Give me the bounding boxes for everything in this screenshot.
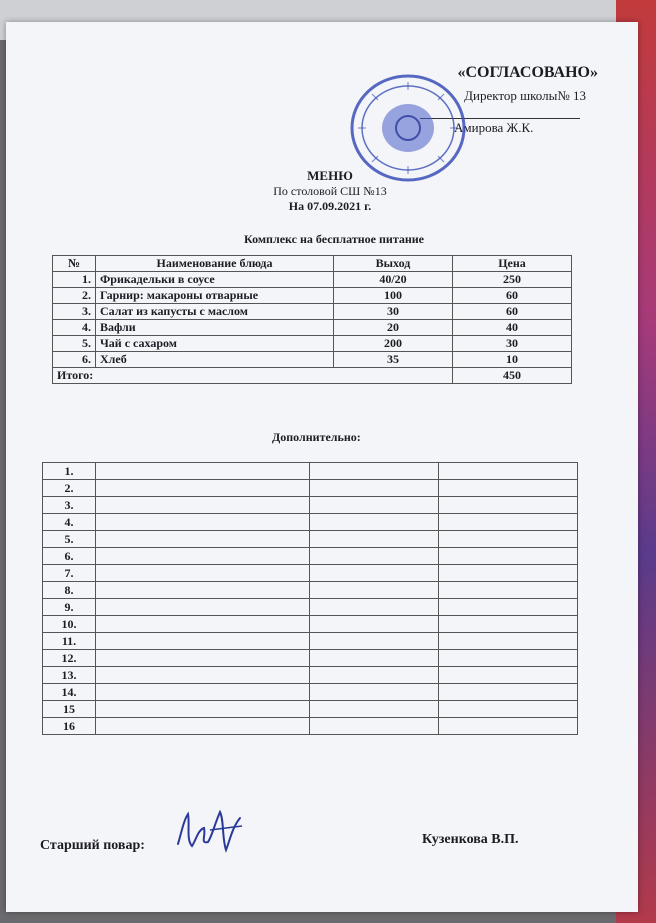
extra-row-cell: [96, 582, 310, 599]
header-price: Цена: [453, 256, 572, 272]
row-yield: 40/20: [334, 272, 453, 288]
extra-row-cell: [96, 633, 310, 650]
table-row: [53, 304, 572, 320]
extra-row-cell: [439, 616, 578, 633]
extra-row-cell: [310, 480, 439, 497]
extra-row-cell: [310, 531, 439, 548]
cook-label: Старший повар:: [40, 838, 145, 853]
extra-row-cell: [310, 718, 439, 735]
extra-row-cell: [310, 565, 439, 582]
row-num: 1.: [53, 272, 96, 288]
extra-row-cell: [96, 650, 310, 667]
cook-signature: [170, 800, 250, 860]
table-row: [53, 320, 572, 336]
extra-row-cell: [439, 497, 578, 514]
table-row: [53, 352, 572, 368]
header-num: №: [53, 256, 96, 272]
extra-row-num: 1.: [43, 463, 96, 480]
extra-row-num: 7.: [43, 565, 96, 582]
extra-row-cell: [96, 667, 310, 684]
extra-row-cell: [96, 599, 310, 616]
row-name: Гарнир: макароны отварные: [96, 288, 334, 304]
extra-row-cell: [439, 548, 578, 565]
table-row: [53, 272, 572, 288]
row-num: 6.: [53, 352, 96, 368]
extra-row: [43, 548, 578, 565]
extra-row-cell: [439, 667, 578, 684]
extra-row-cell: [96, 463, 310, 480]
extra-row: [43, 701, 578, 718]
extra-row: [43, 599, 578, 616]
extra-row-cell: [310, 701, 439, 718]
extra-row-num: 14.: [43, 684, 96, 701]
extra-row-cell: [310, 497, 439, 514]
extra-row: [43, 514, 578, 531]
extra-row-cell: [439, 565, 578, 582]
extra-row-cell: [96, 548, 310, 565]
row-yield: 100: [334, 288, 453, 304]
extra-row-num: 4.: [43, 514, 96, 531]
row-num: 4.: [53, 320, 96, 336]
complex-title: Комплекс на бесплатное питание: [244, 232, 425, 246]
extra-row-num: 16: [43, 718, 96, 735]
extra-row: [43, 480, 578, 497]
extra-row-cell: [439, 531, 578, 548]
extra-row-num: 15: [43, 701, 96, 718]
extra-row-num: 3.: [43, 497, 96, 514]
menu-header-row: [53, 256, 572, 272]
row-num: 5.: [53, 336, 96, 352]
extra-row: [43, 650, 578, 667]
extra-row-cell: [439, 480, 578, 497]
extra-row-cell: [96, 514, 310, 531]
extra-row-cell: [439, 701, 578, 718]
menu-title: МЕНЮ: [307, 168, 353, 183]
cook-name: Кузенкова В.П.: [422, 832, 519, 847]
table-row: [53, 336, 572, 352]
extra-row: [43, 667, 578, 684]
extra-table: [42, 462, 578, 735]
row-name: Чай с сахаром: [96, 336, 334, 352]
menu-subtitle: По столовой СШ №13: [273, 184, 387, 198]
extra-row-cell: [439, 718, 578, 735]
row-name: Фрикадельки в соусе: [96, 272, 334, 288]
row-yield: 20: [334, 320, 453, 336]
extra-row-cell: [96, 616, 310, 633]
row-price: 10: [453, 352, 572, 368]
extra-row-cell: [310, 582, 439, 599]
extra-row-cell: [310, 667, 439, 684]
extra-row-cell: [310, 548, 439, 565]
row-yield: 30: [334, 304, 453, 320]
extra-row: [43, 616, 578, 633]
extra-row: [43, 684, 578, 701]
extra-row-num: 5.: [43, 531, 96, 548]
extra-row-num: 8.: [43, 582, 96, 599]
extra-row: [43, 531, 578, 548]
menu-table: [52, 255, 572, 384]
extra-row-num: 13.: [43, 667, 96, 684]
extra-row: [43, 497, 578, 514]
extra-row-cell: [310, 650, 439, 667]
total-label: Итого:: [53, 368, 453, 384]
extra-row: [43, 463, 578, 480]
extra-row-cell: [439, 650, 578, 667]
extra-row-cell: [310, 514, 439, 531]
extra-row-num: 12.: [43, 650, 96, 667]
row-yield: 35: [334, 352, 453, 368]
extra-row-num: 2.: [43, 480, 96, 497]
extra-row-cell: [310, 633, 439, 650]
extra-row-cell: [310, 599, 439, 616]
extra-row: [43, 633, 578, 650]
extra-row-cell: [96, 684, 310, 701]
row-name: Хлеб: [96, 352, 334, 368]
extra-row: [43, 565, 578, 582]
director-title: Директор школы№ 13: [464, 88, 586, 103]
extra-row-cell: [439, 633, 578, 650]
approved-heading: «СОГЛАСОВАНО»: [457, 64, 598, 81]
total-value: 450: [453, 368, 572, 384]
extra-row-num: 11.: [43, 633, 96, 650]
row-price: 60: [453, 288, 572, 304]
extra-row-cell: [439, 463, 578, 480]
row-price: 250: [453, 272, 572, 288]
extra-row-cell: [439, 599, 578, 616]
extra-row-num: 6.: [43, 548, 96, 565]
extra-row-cell: [310, 616, 439, 633]
director-name: Амирова Ж.К.: [454, 120, 534, 135]
header-yield: Выход: [334, 256, 453, 272]
total-row: [53, 368, 572, 384]
extra-row-cell: [439, 514, 578, 531]
extra-row-cell: [96, 497, 310, 514]
extra-row-cell: [439, 684, 578, 701]
extra-row: [43, 718, 578, 735]
row-name: Салат из капусты с маслом: [96, 304, 334, 320]
extra-title: Дополнительно:: [272, 430, 361, 444]
row-num: 3.: [53, 304, 96, 320]
row-yield: 200: [334, 336, 453, 352]
extra-row-cell: [310, 463, 439, 480]
row-name: Вафли: [96, 320, 334, 336]
extra-row-cell: [96, 531, 310, 548]
row-price: 60: [453, 304, 572, 320]
extra-row-cell: [96, 701, 310, 718]
table-row: [53, 288, 572, 304]
extra-row-cell: [96, 718, 310, 735]
extra-row-cell: [96, 480, 310, 497]
menu-title-block: [250, 168, 410, 214]
extra-row-cell: [96, 565, 310, 582]
extra-row-cell: [310, 684, 439, 701]
extra-row: [43, 582, 578, 599]
header-name: Наименование блюда: [96, 256, 334, 272]
row-price: 30: [453, 336, 572, 352]
extra-row-num: 9.: [43, 599, 96, 616]
extra-row-cell: [439, 582, 578, 599]
row-num: 2.: [53, 288, 96, 304]
extra-row-num: 10.: [43, 616, 96, 633]
menu-date: На 07.09.2021 г.: [288, 199, 372, 213]
row-price: 40: [453, 320, 572, 336]
